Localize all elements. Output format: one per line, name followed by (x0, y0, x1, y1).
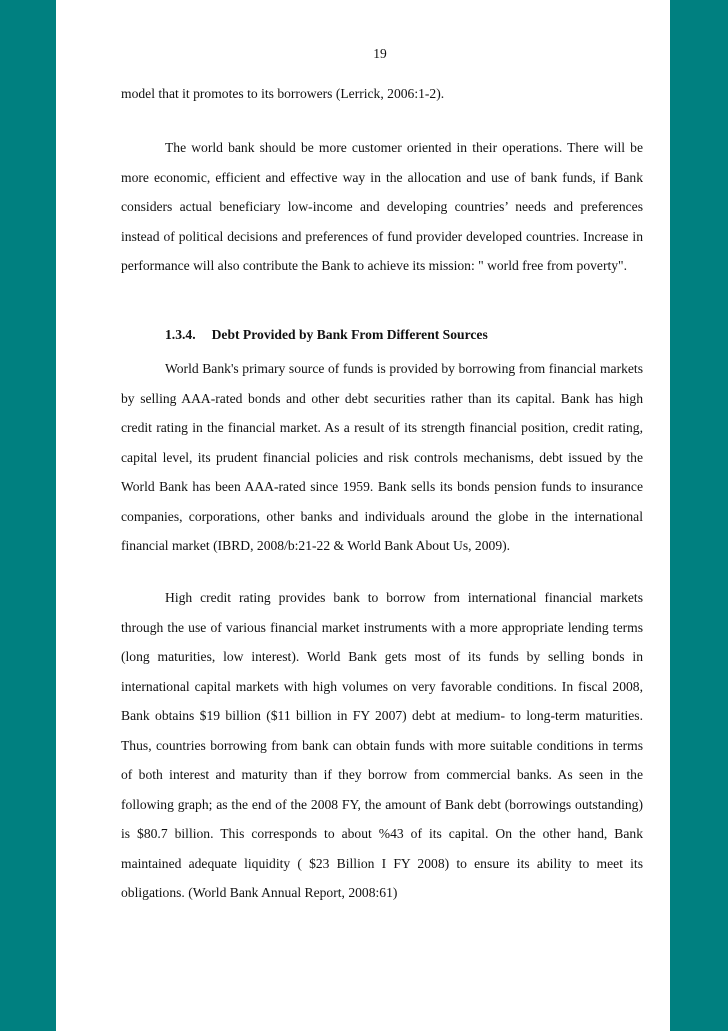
section-heading (165, 327, 488, 343)
paragraph-credit-rating (121, 583, 643, 908)
paragraph-funding-sources (121, 354, 643, 561)
section-title: Debt Provided by Bank From Different Sources (211, 327, 488, 342)
page-number: 19 (373, 46, 387, 61)
paragraph-customer-orientation (121, 133, 643, 281)
paragraph-text: model that it promotes to its borrowers (Lerrick, 2006:1-2). (121, 86, 445, 101)
paragraph-continuation (121, 79, 643, 109)
paragraph-text: High credit rating provides bank to borrow from international financial markets through the use of various financial market instruments with a more appropriate lending terms (long maturities, low interest). World Bank gets most of its funds by selling bonds in international capital markets with high volumes on very favorable conditions. In fiscal 2008, Bank obtains $19 billion ($11 billion in FY 2007) debt at medium- to long-term maturities. Thus, countries borrowing from bank can obtain funds with more suitable conditions in terms of both interest and maturity than if they borrow from commercial banks. As seen in the following graph; as the end of the 2008 FY, the amount of Bank debt (borrowings outstanding) is $80.7 billion. This corresponds to about %43 of its capital. On the other hand, Bank maintained adequate liquidity ( $23 Billion I FY 2008) to ensure its ability to meet its obligations. (World Bank Annual Report, 2008:61) (121, 590, 643, 900)
paragraph-text: The world bank should be more customer oriented in their operations. There will be more economic, efficient and effective way in the allocation and use of bank funds, if Bank considers actual beneficiary low-income and developing countries’ needs and preferences instead of political decisions and preferences of fund provider developed countries. Increase in performance will also contribute the Bank to achieve its mission: " world free from poverty". (121, 140, 643, 273)
paragraph-text: World Bank's primary source of funds is provided by borrowing from financial markets by selling AAA-rated bonds and other debt securities rather than its capital. Bank has high credit rating in the financial market. As a result of its strength financial position, credit rating, capital level, its prudent financial policies and risk controls mechanisms, debt issued by the World Bank has been AAA-rated since 1959. Bank sells its bonds pension funds to insurance companies, corporations, other banks and individuals around the globe in the international financial market (IBRD, 2008/b:21-22 & World Bank About Us, 2009). (121, 361, 643, 553)
right-margin-bar (670, 0, 728, 1031)
section-number: 1.3.4. (165, 327, 196, 342)
left-margin-bar (0, 0, 56, 1031)
